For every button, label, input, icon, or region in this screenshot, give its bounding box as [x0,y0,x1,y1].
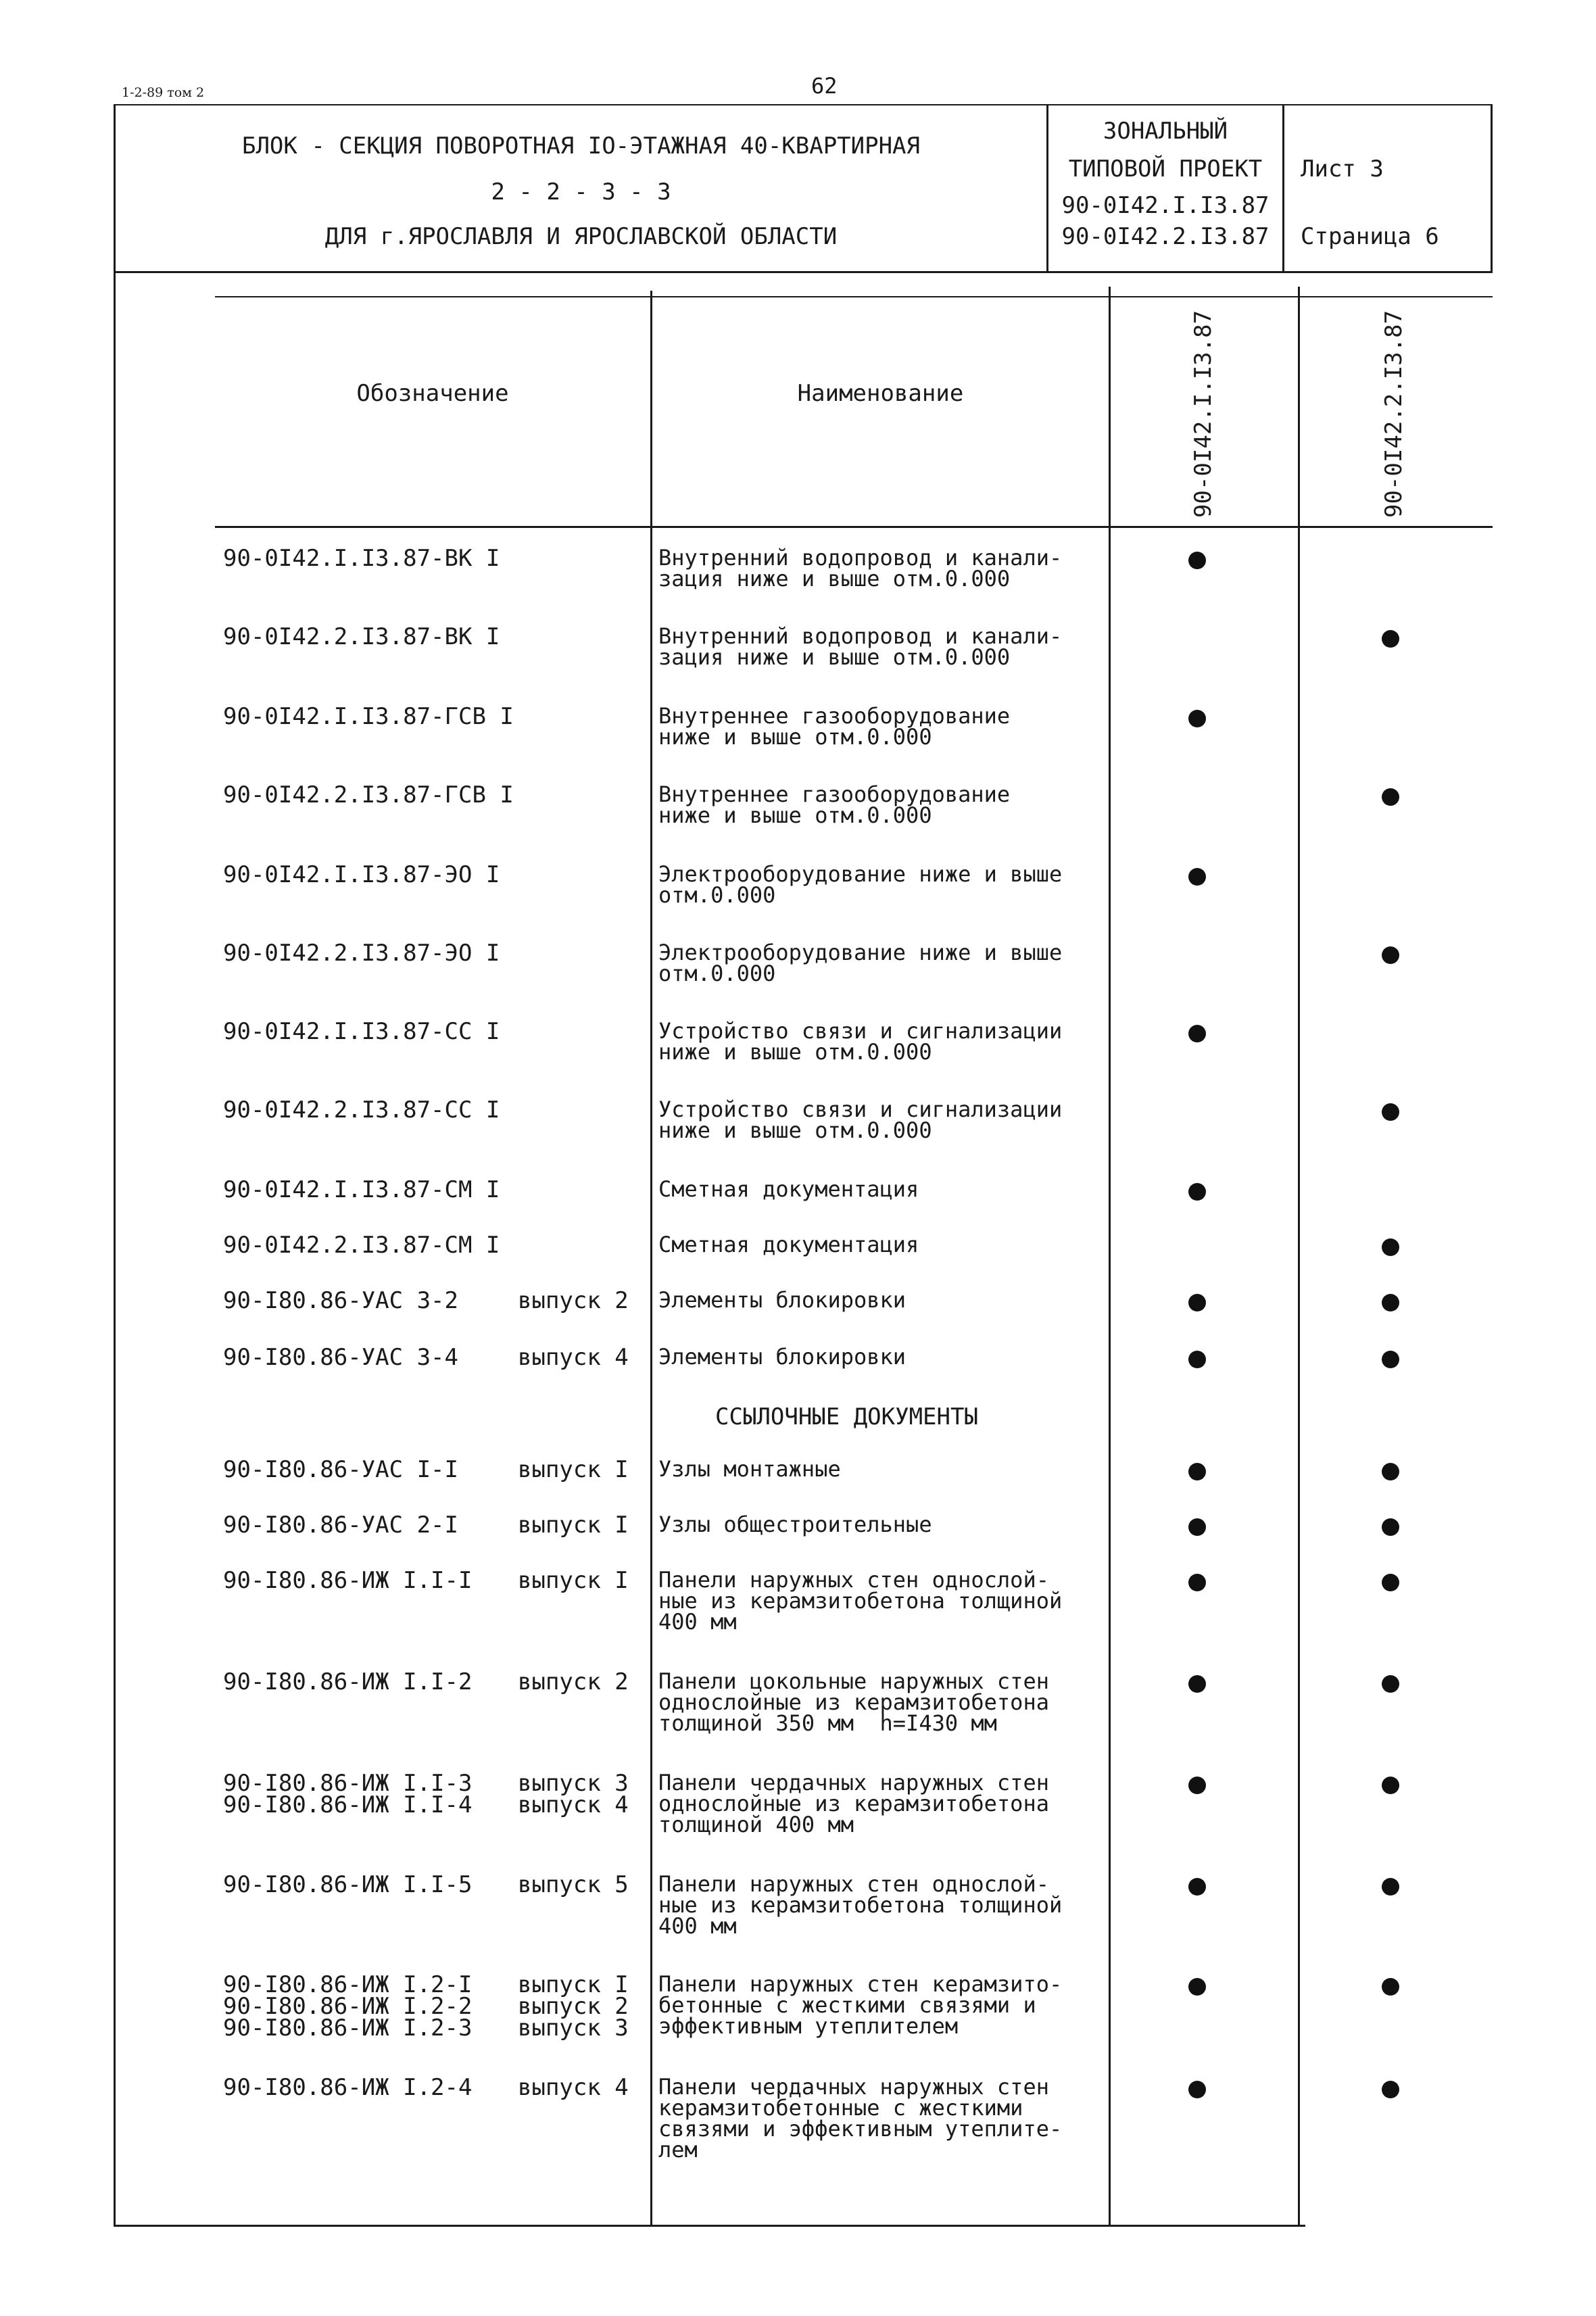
row-designation: 90-0I42.2.I3.87-СМ I [223,1232,500,1259]
bullet-project-1 [1188,1574,1206,1591]
bullet-project-1 [1188,1463,1206,1480]
bullet-project-2 [1382,946,1399,964]
row-designation: 90-0I42.I.I3.87-ВК I [223,545,500,572]
row-name: Панели чердачных наружных стен керамзитобетонные с жесткими связями и эффективным утеплите- лем [658,2074,1063,2163]
row-designation: 90-I80.86-УАС 3-4 [223,1344,458,1371]
row-name: Сметная документация [658,1232,919,1257]
bullet-project-2 [1382,1294,1399,1311]
row-designation: 90-0I42.I.I3.87-ЭО I [223,861,500,888]
row-designation: 90-I80.86-УАС I-I [223,1456,458,1483]
bullet-project-1 [1188,2081,1206,2098]
row-issue: выпуск I [518,1512,629,1539]
table-top-rule [215,296,1493,297]
row-designation: 90-0I42.I.I3.87-ГСВ I [223,703,514,730]
row-designation: 90-I80.86-ИЖ I.I-2 [223,1668,473,1695]
bullet-project-2 [1382,788,1399,806]
row-name: Узлы общестроительные [658,1512,932,1537]
bullet-project-1 [1188,1978,1206,1996]
row-issue: выпуск 4 [518,1344,629,1371]
row-issue: выпуск I выпуск 2 выпуск 3 [518,1971,629,2042]
row-designation: 90-I80.86-УАС 3-2 [223,1287,458,1314]
bullet-project-1 [1188,1025,1206,1042]
row-name: Сметная документация [658,1176,919,1202]
bullet-project-1 [1188,868,1206,886]
bullet-project-2 [1382,1574,1399,1591]
bullet-project-2 [1382,1463,1399,1480]
row-designation: 90-0I42.I.I3.87-СМ I [223,1176,500,1203]
row-name: Панели цокольные наружных стен однослойные из керамзитобетона толщиной 350 мм h=I430 мм [658,1668,1049,1736]
row-issue: выпуск 2 [518,1668,629,1695]
bullet-project-1 [1188,1351,1206,1368]
row-name: Внутреннее газооборудование ниже и выше отм.0.000 [658,703,1011,750]
col-header-name: Наименование [797,380,964,407]
bullet-project-1 [1188,1183,1206,1201]
row-name: Устройство связи и сигнализации ниже и выше отм.0.000 [658,1096,1063,1143]
col-header-project-1: 90-0I42.I.I3.87 [1190,310,1217,518]
document-label: 1-2-89 том 2 [122,85,205,100]
row-designation: 90-0I42.2.I3.87-ЭО I [223,940,500,967]
section-reference-documents: ССЫЛОЧНЫЕ ДОКУМЕНТЫ [715,1403,978,1430]
row-designation: 90-I80.86-УАС 2-I [223,1512,458,1539]
row-name: Внутренний водопровод и канали- зация ниже и выше отм.0.000 [658,545,1063,592]
row-designation: 90-I80.86-ИЖ I.I-5 [223,1871,473,1898]
bullet-project-1 [1188,1878,1206,1896]
bullet-project-2 [1382,1351,1399,1368]
bullet-project-1 [1188,1675,1206,1693]
row-issue: выпуск 5 [518,1871,629,1898]
bullet-project-2 [1382,2081,1399,2098]
col-divider-2 [1109,287,1111,2227]
row-name: Узлы монтажные [658,1456,841,1482]
col-divider-3 [1298,287,1300,2227]
frame-bottom [114,2225,1305,2227]
bullet-project-1 [1188,1294,1206,1311]
row-designation: 90-0I42.2.I3.87-ВК I [223,623,500,650]
row-issue: выпуск 2 [518,1287,629,1314]
bullet-project-2 [1382,1238,1399,1256]
row-name: Электрооборудование ниже и выше отм.0.000 [658,940,1063,986]
row-name: Панели наружных стен однослой- ные из керамзитобетона толщиной 400 мм [658,1871,1063,1939]
block-series: 2 - 2 - 3 - 3 [491,178,671,206]
project-subtype: ТИПОВОЙ ПРОЕКТ [1068,155,1263,183]
project-code-1: 90-0I42.I.I3.87 [1061,192,1269,219]
row-name: Устройство связи и сигнализации ниже и выше отм.0.000 [658,1018,1063,1065]
row-designation: 90-I80.86-ИЖ I.2-I 90-I80.86-ИЖ I.2-2 90-I80.86-ИЖ I.2-3 [223,1971,473,2042]
row-issue: выпуск 4 [518,2074,629,2101]
bullet-project-1 [1188,710,1206,727]
bullet-project-2 [1382,1518,1399,1536]
table-head-rule [215,526,1493,528]
row-designation: 90-I80.86-ИЖ I.I-3 90-I80.86-ИЖ I.I-4 [223,1770,473,1818]
row-issue: выпуск 3 выпуск 4 [518,1770,629,1818]
frame-left [114,273,116,2227]
bullet-project-2 [1382,1103,1399,1121]
row-designation: 90-I80.86-ИЖ I.I-I [223,1567,473,1594]
page-number: 62 [811,73,838,99]
sheet-number: Лист 3 [1301,155,1384,183]
bullet-project-2 [1382,630,1399,648]
bullet-project-2 [1382,1675,1399,1693]
row-designation: 90-0I42.2.I3.87-СС I [223,1096,500,1124]
bullet-project-1 [1188,1777,1206,1794]
block-region: ДЛЯ г.ЯРОСЛАВЛЯ И ЯРОСЛАВСКОЙ ОБЛАСТИ [324,223,838,250]
bullet-project-2 [1382,1978,1399,1996]
row-issue: выпуск I [518,1456,629,1483]
bullet-project-2 [1382,1878,1399,1896]
col-divider-1 [650,291,652,2227]
row-name: Внутреннее газооборудование ниже и выше отм.0.000 [658,781,1011,828]
col-header-designation: Обозначение [356,380,509,407]
row-name: Панели наружных стен однослой- ные из керамзитобетона толщиной 400 мм [658,1567,1063,1635]
row-name: Внутренний водопровод и канали- зация ниже и выше отм.0.000 [658,623,1063,670]
row-name: Элементы блокировки [658,1287,906,1313]
block-title: БЛОК - СЕКЦИЯ ПОВОРОТНАЯ IO-ЭТАЖНАЯ 40-КВАРТИРНАЯ [241,132,921,160]
project-type: ЗОНАЛЬНЫЙ [1103,118,1228,145]
row-designation: 90-I80.86-ИЖ I.2-4 [223,2074,473,2101]
page-label: Страница 6 [1301,223,1439,250]
bullet-project-2 [1382,1777,1399,1794]
bullet-project-1 [1188,552,1206,569]
row-name: Панели наружных стен керамзито- бетонные с жесткими связями и эффективным утеплителем [658,1971,1063,2039]
row-issue: выпуск I [518,1567,629,1594]
row-name: Электрооборудование ниже и выше отм.0.000 [658,861,1063,908]
row-name: Панели чердачных наружных стен однослойные из керамзитобетона толщиной 400 мм [658,1770,1049,1837]
top-rule [114,104,1493,105]
row-name: Элементы блокировки [658,1344,906,1370]
row-designation: 90-0I42.2.I3.87-ГСВ I [223,781,514,809]
project-code-2: 90-0I42.2.I3.87 [1061,223,1269,250]
row-designation: 90-0I42.I.I3.87-СС I [223,1018,500,1045]
bullet-project-1 [1188,1518,1206,1536]
col-header-project-2: 90-0I42.2.I3.87 [1380,310,1407,518]
